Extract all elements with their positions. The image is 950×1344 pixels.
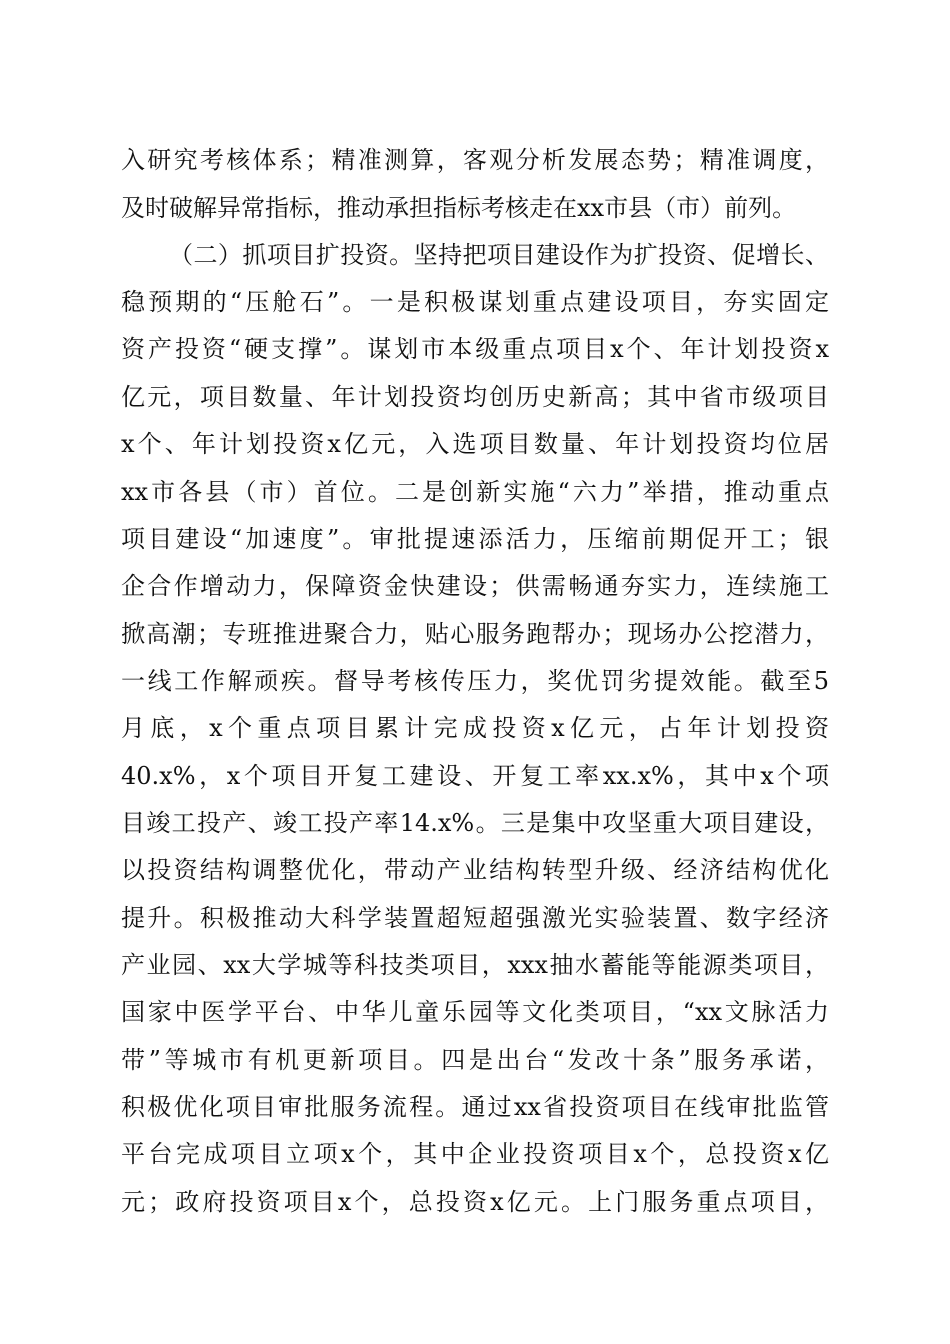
paragraph-line: 平台完成项目立项x个，其中企业投资项目x个，总投资x亿: [121, 1140, 829, 1168]
paragraph-line: 一线工作解顽疾。督导考核传压力，奖优罚劣提效能。截至5: [121, 667, 829, 695]
paragraph-line: 掀高潮；专班推进聚合力，贴心服务跑帮办；现场办公挖潜力，: [121, 620, 829, 648]
paragraph-line: 40.x%，x个项目开复工建设、开复工率xx.x%，其中x个项: [121, 762, 829, 790]
paragraph-line: 入研究考核体系；精准测算，客观分析发展态势；精准调度，: [121, 146, 829, 174]
paragraph-line: 稳预期的“压舱石”。一是积极谋划重点建设项目，夯实固定: [121, 288, 829, 316]
paragraph-line: 提升。积极推动大科学装置超短超强激光实验装置、数字经济: [121, 904, 829, 932]
paragraph-line: 国家中医学平台、中华儿童乐园等文化类项目，“xx文脉活力: [121, 998, 829, 1026]
paragraph-line: 项目建设“加速度”。审批提速添活力，压缩前期促开工；银: [121, 525, 829, 553]
paragraph-line: 企合作增动力，保障资金快建设；供需畅通夯实力，连续施工: [121, 572, 829, 600]
paragraph-line: 目竣工投产、竣工投产率14.x%。三是集中攻坚重大项目建设，: [121, 809, 829, 837]
paragraph-line: 元；政府投资项目x个，总投资x亿元。上门服务重点项目，: [121, 1188, 829, 1216]
paragraph-line: 及时破解异常指标，推动承担指标考核走在xx市县（市）前列。: [121, 194, 797, 222]
paragraph-line: 带”等城市有机更新项目。四是出台“发改十条”服务承诺，: [121, 1046, 829, 1074]
paragraph-line: 积极优化项目审批服务流程。通过xx省投资项目在线审批监管: [121, 1093, 829, 1121]
paragraph-line: 产业园、xx大学城等科技类项目，xxx抽水蓄能等能源类项目，: [121, 951, 829, 979]
paragraph-line: 以投资结构调整优化，带动产业结构转型升级、经济结构优化: [121, 856, 829, 884]
paragraph-line: 亿元，项目数量、年计划投资均创历史新高；其中省市级项目: [121, 383, 829, 411]
paragraph-line: xx市各县（市）首位。二是创新实施“六力”举措，推动重点: [121, 478, 829, 506]
section-heading-line: （二）抓项目扩投资。坚持把项目建设作为扩投资、促增长、: [169, 241, 829, 269]
paragraph-line: 资产投资“硬支撑”。谋划市本级重点项目x个、年计划投资x: [121, 335, 829, 363]
paragraph-line: 月底，x个重点项目累计完成投资x亿元，占年计划投资: [121, 714, 829, 742]
paragraph-line: x个、年计划投资x亿元，入选项目数量、年计划投资均位居: [121, 430, 829, 458]
